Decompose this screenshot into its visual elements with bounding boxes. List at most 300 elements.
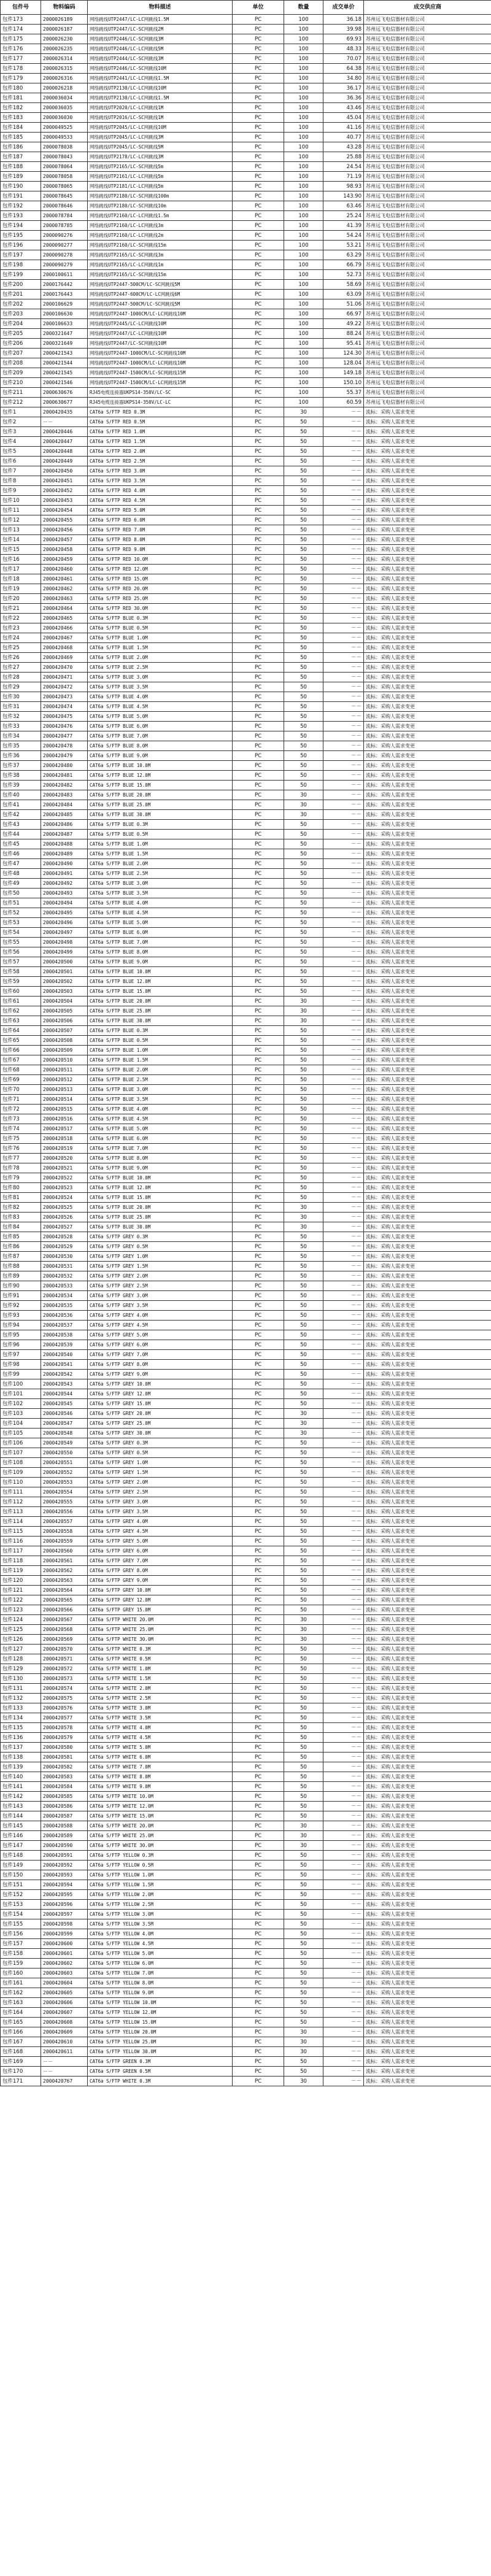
material-description-cell: CAT6a S/FTP BLUE 20.0M xyxy=(88,1203,233,1213)
package-no-cell: 包件195 xyxy=(1,231,41,241)
header-unit-price: 成交单价 xyxy=(323,1,364,15)
unit-cell: PC xyxy=(233,1458,284,1468)
material-code-cell: 2000420489 xyxy=(41,849,88,859)
package-no-cell: 包件12 xyxy=(1,515,41,525)
unit-price-cell: 49.22 xyxy=(323,319,364,329)
unit-price-cell: －－ xyxy=(323,1654,364,1664)
package-no-cell: 包件137 xyxy=(1,1743,41,1753)
quantity-cell: 50 xyxy=(284,761,323,771)
material-description-cell: CAT6a S/FTP GREY 8.0M xyxy=(88,1566,233,1576)
table-row xyxy=(1,1988,491,1998)
material-code-cell: 2000078058 xyxy=(41,172,88,182)
supplier-cell: 流标：采购人需求变更 xyxy=(364,781,491,790)
table-row xyxy=(1,123,491,133)
material-code-cell: 2000078043 xyxy=(41,152,88,162)
quantity-cell: 30 xyxy=(284,1016,323,1026)
unit-cell: PC xyxy=(233,486,284,496)
supplier-cell: 流标：采购人需求变更 xyxy=(364,682,491,692)
package-no-cell: 包件18 xyxy=(1,574,41,584)
material-code-cell: 2000420455 xyxy=(41,515,88,525)
unit-price-cell: －－ xyxy=(323,1046,364,1055)
quantity-cell: 50 xyxy=(284,1880,323,1890)
supplier-cell: 苏州远飞电信器材有限公司 xyxy=(364,182,491,191)
unit-cell: PC xyxy=(233,1163,284,1173)
material-description-cell: CAT6a S/FTP GREY 3.5M xyxy=(88,1301,233,1311)
material-description-cell: 网络跳线UTP2447-600CM/LC-LC网跳线6M xyxy=(88,290,233,299)
unit-cell: PC xyxy=(233,1154,284,1163)
material-description-cell: CAT6a S/FTP BLUE 12.0M xyxy=(88,1183,233,1193)
unit-price-cell: －－ xyxy=(323,1880,364,1890)
table-row xyxy=(1,663,491,673)
table-row xyxy=(1,1635,491,1645)
material-code-cell: 2000420497 xyxy=(41,928,88,938)
package-no-cell: 包件20 xyxy=(1,594,41,604)
table-row xyxy=(1,191,491,201)
unit-price-cell: －－ xyxy=(323,1321,364,1330)
supplier-cell: 流标：采购人需求变更 xyxy=(364,1753,491,1762)
table-row xyxy=(1,1782,491,1792)
material-code-cell: 2000420582 xyxy=(41,1762,88,1772)
supplier-cell: 苏州远飞电信器材有限公司 xyxy=(364,329,491,339)
unit-cell: PC xyxy=(233,928,284,938)
quantity-cell: 50 xyxy=(284,1173,323,1183)
supplier-cell: 流标：采购人需求变更 xyxy=(364,653,491,663)
material-description-cell: 网络跳线UTP2160/LC-LC网跳线3m xyxy=(88,221,233,231)
material-description-cell: CAT6a S/FTP GREY 5.0M xyxy=(88,1330,233,1340)
material-code-cell: 2000106630 xyxy=(41,309,88,319)
quantity-cell: 50 xyxy=(284,427,323,437)
supplier-cell: 苏州远飞电信器材有限公司 xyxy=(364,15,491,25)
quantity-cell: 50 xyxy=(284,1468,323,1478)
unit-price-cell: －－ xyxy=(323,506,364,515)
material-description-cell: 网络跳线UTP2444/LC-SC网跳线3M xyxy=(88,54,233,64)
package-no-cell: 包件147 xyxy=(1,1841,41,1851)
material-code-cell: 2000420472 xyxy=(41,682,88,692)
material-code-cell: 2000420513 xyxy=(41,1085,88,1095)
package-no-cell: 包件85 xyxy=(1,1232,41,1242)
package-no-cell: 包件197 xyxy=(1,250,41,260)
material-code-cell: 2000078038 xyxy=(41,142,88,152)
quantity-cell: 50 xyxy=(284,781,323,790)
unit-price-cell: 45.04 xyxy=(323,113,364,123)
unit-price-cell: －－ xyxy=(323,1262,364,1271)
unit-cell: PC xyxy=(233,1006,284,1016)
unit-cell: PC xyxy=(233,466,284,476)
material-code-cell: 2000420600 xyxy=(41,1939,88,1949)
material-code-cell: 2000420469 xyxy=(41,653,88,663)
material-description-cell: CAT6a S/FTP YELLOW 9.0M xyxy=(88,1988,233,1998)
material-code-cell: －－ xyxy=(41,2057,88,2067)
material-code-cell: 2000026189 xyxy=(41,15,88,25)
supplier-cell: 流标：采购人需求变更 xyxy=(364,1301,491,1311)
package-no-cell: 包件159 xyxy=(1,1959,41,1969)
quantity-cell: 50 xyxy=(284,437,323,447)
table-row xyxy=(1,1703,491,1713)
supplier-cell: 流标：采购人需求变更 xyxy=(364,2027,491,2037)
unit-price-cell: －－ xyxy=(323,751,364,761)
quantity-cell: 50 xyxy=(284,1330,323,1340)
unit-price-cell: 43.28 xyxy=(323,142,364,152)
quantity-cell: 50 xyxy=(284,486,323,496)
supplier-cell: 流标：采购人需求变更 xyxy=(364,437,491,447)
table-row xyxy=(1,142,491,152)
unit-cell: PC xyxy=(233,761,284,771)
material-code-cell: 2000420542 xyxy=(41,1370,88,1379)
material-code-cell: 2000420549 xyxy=(41,1438,88,1448)
quantity-cell: 30 xyxy=(284,407,323,417)
material-description-cell: 网络跳线UTP2447/LC-LC网跳线10M xyxy=(88,329,233,339)
material-code-cell: 2000420572 xyxy=(41,1664,88,1674)
material-code-cell: 2000176443 xyxy=(41,290,88,299)
unit-price-cell: －－ xyxy=(323,790,364,800)
unit-price-cell: －－ xyxy=(323,1036,364,1046)
quantity-cell: 100 xyxy=(284,368,323,378)
material-code-cell: 2000420593 xyxy=(41,1870,88,1880)
material-description-cell: 网络跳线UTP2446/LC-SC网跳线3M xyxy=(88,34,233,44)
supplier-cell: 流标：采购人需求变更 xyxy=(364,2047,491,2057)
unit-cell: PC xyxy=(233,1831,284,1841)
unit-cell: PC xyxy=(233,1105,284,1114)
package-no-cell: 包件167 xyxy=(1,2037,41,2047)
quantity-cell: 50 xyxy=(284,839,323,849)
table-row xyxy=(1,731,491,741)
unit-price-cell: －－ xyxy=(323,918,364,928)
unit-price-cell: －－ xyxy=(323,771,364,781)
unit-price-cell: －－ xyxy=(323,908,364,918)
unit-price-cell: －－ xyxy=(323,1203,364,1213)
package-no-cell: 包件198 xyxy=(1,260,41,270)
table-row xyxy=(1,290,491,299)
supplier-cell: 流标：采购人需求变更 xyxy=(364,1694,491,1703)
quantity-cell: 30 xyxy=(284,997,323,1006)
table-row xyxy=(1,604,491,614)
package-no-cell: 包件193 xyxy=(1,211,41,221)
package-no-cell: 包件103 xyxy=(1,1409,41,1419)
quantity-cell: 50 xyxy=(284,1085,323,1095)
unit-price-cell: 24.54 xyxy=(323,162,364,172)
table-row xyxy=(1,1831,491,1841)
table-row xyxy=(1,751,491,761)
supplier-cell: 流标：采购人需求变更 xyxy=(364,1851,491,1861)
material-code-cell: 2000420596 xyxy=(41,1900,88,1910)
material-code-cell: 2000420501 xyxy=(41,967,88,977)
table-row xyxy=(1,1173,491,1183)
quantity-cell: 30 xyxy=(284,800,323,810)
material-code-cell: 2000420581 xyxy=(41,1753,88,1762)
table-row xyxy=(1,790,491,800)
unit-price-cell: －－ xyxy=(323,1694,364,1703)
package-no-cell: 包件54 xyxy=(1,928,41,938)
package-no-cell: 包件199 xyxy=(1,270,41,280)
supplier-cell: 流标：采购人需求变更 xyxy=(364,1468,491,1478)
package-no-cell: 包件96 xyxy=(1,1340,41,1350)
material-description-cell: 网络跳线UTP2165/LC-LC网跳线1m xyxy=(88,260,233,270)
unit-cell: PC xyxy=(233,1281,284,1291)
material-description-cell: CAT6a S/FTP BLUE 4.5M xyxy=(88,702,233,712)
unit-price-cell: －－ xyxy=(323,1939,364,1949)
table-row xyxy=(1,152,491,162)
supplier-cell: 流标：采购人需求变更 xyxy=(364,1595,491,1605)
table-row xyxy=(1,93,491,103)
material-description-cell: CAT6a S/FTP GREY 9.0M xyxy=(88,1576,233,1586)
unit-cell: PC xyxy=(233,1792,284,1802)
unit-cell: PC xyxy=(233,2047,284,2057)
supplier-cell: 苏州远飞电信器材有限公司 xyxy=(364,339,491,349)
table-row xyxy=(1,319,491,329)
supplier-cell: 流标：采购人需求变更 xyxy=(364,1713,491,1723)
material-code-cell: 2000420540 xyxy=(41,1350,88,1360)
table-row xyxy=(1,898,491,908)
unit-price-cell: 36.17 xyxy=(323,83,364,93)
quantity-cell: 100 xyxy=(284,319,323,329)
package-no-cell: 包件30 xyxy=(1,692,41,702)
material-code-cell: 2000420475 xyxy=(41,712,88,722)
quantity-cell: 100 xyxy=(284,270,323,280)
unit-cell: PC xyxy=(233,987,284,997)
material-description-cell: CAT6a S/FTP BLUE 10.0M xyxy=(88,967,233,977)
unit-price-cell: 71.19 xyxy=(323,172,364,182)
material-description-cell: CAT6a S/FTP GREY 3.5M xyxy=(88,1507,233,1517)
package-no-cell: 包件132 xyxy=(1,1694,41,1703)
quantity-cell: 100 xyxy=(284,142,323,152)
supplier-cell: 流标：采购人需求变更 xyxy=(364,810,491,820)
unit-cell: PC xyxy=(233,457,284,466)
material-description-cell: CAT6a S/FTP GREY 4.5M xyxy=(88,1527,233,1537)
material-description-cell: CAT6a S/FTP BLUE 6.0M xyxy=(88,722,233,731)
supplier-cell: 苏州远飞电信器材有限公司 xyxy=(364,54,491,64)
supplier-cell: 流标：采购人需求变更 xyxy=(364,741,491,751)
supplier-cell: 流标：采购人需求变更 xyxy=(364,1065,491,1075)
material-description-cell: CAT6a S/FTP YELLOW 3.0M xyxy=(88,1910,233,1919)
material-code-cell: 2000420505 xyxy=(41,1006,88,1016)
quantity-cell: 50 xyxy=(284,604,323,614)
package-no-cell: 包件142 xyxy=(1,1792,41,1802)
unit-price-cell: 48.33 xyxy=(323,44,364,54)
unit-price-cell: －－ xyxy=(323,1095,364,1105)
supplier-cell: 流标：采购人需求变更 xyxy=(364,1203,491,1213)
material-code-cell: 2000420480 xyxy=(41,761,88,771)
quantity-cell: 50 xyxy=(284,1262,323,1271)
package-no-cell: 包件134 xyxy=(1,1713,41,1723)
material-description-cell: CAT6a S/FTP BLUE 8.0M xyxy=(88,947,233,957)
supplier-cell: 流标：采购人需求变更 xyxy=(364,1556,491,1566)
unit-price-cell: －－ xyxy=(323,1497,364,1507)
quantity-cell: 50 xyxy=(284,2067,323,2077)
material-code-cell: 2000420579 xyxy=(41,1733,88,1743)
supplier-cell: 苏州远飞电信器材有限公司 xyxy=(364,378,491,388)
material-code-cell: 2000420529 xyxy=(41,1242,88,1252)
unit-cell: PC xyxy=(233,1949,284,1959)
material-description-cell: CAT6a S/FTP GREEN 0.3M xyxy=(88,2057,233,2067)
material-description-cell: CAT6a S/FTP GREY 12.0M xyxy=(88,1595,233,1605)
unit-price-cell: －－ xyxy=(323,702,364,712)
material-code-cell: 2000420491 xyxy=(41,869,88,879)
unit-price-cell: －－ xyxy=(323,1762,364,1772)
package-no-cell: 包件51 xyxy=(1,898,41,908)
supplier-cell: 流标：采购人需求变更 xyxy=(364,1134,491,1144)
unit-cell: PC xyxy=(233,270,284,280)
table-row xyxy=(1,1743,491,1753)
package-no-cell: 包件63 xyxy=(1,1016,41,1026)
unit-cell: PC xyxy=(233,231,284,241)
material-description-cell: CAT6a S/FTP GREY 0.3M xyxy=(88,1232,233,1242)
material-description-cell: CAT6a S/FTP GREY 0.5M xyxy=(88,1242,233,1252)
material-description-cell: CAT6a S/FTP WHITE 0.3M xyxy=(88,1645,233,1654)
table-row xyxy=(1,1566,491,1576)
supplier-cell: 流标：采购人需求变更 xyxy=(364,859,491,869)
material-description-cell: CAT6a S/FTP RED 15.0M xyxy=(88,574,233,584)
package-no-cell: 包件23 xyxy=(1,623,41,633)
quantity-cell: 50 xyxy=(284,731,323,741)
package-no-cell: 包件158 xyxy=(1,1949,41,1959)
package-no-cell: 包件176 xyxy=(1,44,41,54)
package-no-cell: 包件152 xyxy=(1,1890,41,1900)
supplier-cell: 流标：采购人需求变更 xyxy=(364,407,491,417)
supplier-cell: 苏州远飞电信器材有限公司 xyxy=(364,299,491,309)
material-description-cell: CAT6a S/FTP BLUE 12.0M xyxy=(88,771,233,781)
material-code-cell: 2000420496 xyxy=(41,918,88,928)
unit-price-cell: －－ xyxy=(323,1281,364,1291)
material-description-cell: CAT6a S/FTP GREY 25.0M xyxy=(88,1419,233,1429)
table-row xyxy=(1,712,491,722)
unit-cell: PC xyxy=(233,309,284,319)
material-code-cell: 2000420530 xyxy=(41,1252,88,1262)
unit-cell: PC xyxy=(233,1291,284,1301)
table-row xyxy=(1,250,491,260)
unit-price-cell: －－ xyxy=(323,1193,364,1203)
quantity-cell: 50 xyxy=(284,1988,323,1998)
unit-cell: PC xyxy=(233,1419,284,1429)
package-no-cell: 包件211 xyxy=(1,388,41,398)
supplier-cell: 苏州远飞电信器材有限公司 xyxy=(364,133,491,142)
unit-cell: PC xyxy=(233,889,284,898)
supplier-cell: 流标：采购人需求变更 xyxy=(364,2008,491,2018)
supplier-cell: 流标：采购人需求变更 xyxy=(364,1497,491,1507)
supplier-cell: 流标：采购人需求变更 xyxy=(364,594,491,604)
package-no-cell: 包件212 xyxy=(1,398,41,407)
quantity-cell: 50 xyxy=(284,692,323,702)
package-no-cell: 包件1 xyxy=(1,407,41,417)
supplier-cell: 流标：采购人需求变更 xyxy=(364,1546,491,1556)
material-code-cell: 2000420460 xyxy=(41,565,88,574)
material-description-cell: CAT6a S/FTP BLUE 10.0M xyxy=(88,1173,233,1183)
supplier-cell: 流标：采购人需求变更 xyxy=(364,1370,491,1379)
supplier-cell: 苏州远飞电信器材有限公司 xyxy=(364,25,491,34)
package-no-cell: 包件203 xyxy=(1,309,41,319)
quantity-cell: 50 xyxy=(284,987,323,997)
package-no-cell: 包件187 xyxy=(1,152,41,162)
quantity-cell: 50 xyxy=(284,741,323,751)
quantity-cell: 50 xyxy=(284,1723,323,1733)
material-description-cell: CAT6a S/FTP RED 1.5M xyxy=(88,437,233,447)
material-code-cell: 2000420490 xyxy=(41,859,88,869)
package-no-cell: 包件24 xyxy=(1,633,41,643)
unit-price-cell: －－ xyxy=(323,1438,364,1448)
table-row xyxy=(1,1281,491,1291)
package-no-cell: 包件163 xyxy=(1,1998,41,2008)
supplier-cell: 流标：采购人需求变更 xyxy=(364,1939,491,1949)
unit-price-cell: －－ xyxy=(323,2067,364,2077)
material-description-cell: CAT6a S/FTP RED 1.0M xyxy=(88,427,233,437)
quantity-cell: 100 xyxy=(284,290,323,299)
quantity-cell: 30 xyxy=(284,1203,323,1213)
unit-cell: PC xyxy=(233,1301,284,1311)
material-code-cell: 2000420494 xyxy=(41,898,88,908)
supplier-cell: 流标：采购人需求变更 xyxy=(364,1919,491,1929)
material-description-cell: CAT6a S/FTP WHITE 20.0M xyxy=(88,1615,233,1625)
material-description-cell: CAT6a S/FTP GREY 15.0M xyxy=(88,1605,233,1615)
supplier-cell: 流标：采购人需求变更 xyxy=(364,1743,491,1753)
supplier-cell: 流标：采购人需求变更 xyxy=(364,1900,491,1910)
quantity-cell: 50 xyxy=(284,1399,323,1409)
quantity-cell: 50 xyxy=(284,1389,323,1399)
material-code-cell: 2000420544 xyxy=(41,1389,88,1399)
material-code-cell: 2000321649 xyxy=(41,339,88,349)
material-description-cell: CAT6a S/FTP BLUE 1.5M xyxy=(88,643,233,653)
unit-cell: PC xyxy=(233,2037,284,2047)
supplier-cell: 流标：采购人需求变更 xyxy=(364,1046,491,1055)
unit-cell: PC xyxy=(233,1350,284,1360)
material-code-cell: 2000049525 xyxy=(41,123,88,133)
package-no-cell: 包件15 xyxy=(1,545,41,555)
unit-cell: PC xyxy=(233,1654,284,1664)
table-row xyxy=(1,1026,491,1036)
material-code-cell: 2000420467 xyxy=(41,633,88,643)
material-description-cell: CAT6a S/FTP BLUE 10.0M xyxy=(88,761,233,771)
unit-price-cell: －－ xyxy=(323,1645,364,1654)
material-description-cell: CAT6a S/FTP WHITE 25.0M xyxy=(88,1831,233,1841)
quantity-cell: 50 xyxy=(284,1154,323,1163)
package-no-cell: 包件60 xyxy=(1,987,41,997)
table-row xyxy=(1,1772,491,1782)
unit-price-cell: －－ xyxy=(323,525,364,535)
quantity-cell: 50 xyxy=(284,1566,323,1576)
quantity-cell: 30 xyxy=(284,1615,323,1625)
package-no-cell: 包件112 xyxy=(1,1497,41,1507)
table-row xyxy=(1,771,491,781)
unit-cell: PC xyxy=(233,574,284,584)
supplier-cell: 流标：采购人需求变更 xyxy=(364,722,491,731)
quantity-cell: 50 xyxy=(284,1949,323,1959)
quantity-cell: 50 xyxy=(284,928,323,938)
unit-cell: PC xyxy=(233,260,284,270)
supplier-cell: 流标：采购人需求变更 xyxy=(364,1438,491,1448)
unit-price-cell: －－ xyxy=(323,407,364,417)
quantity-cell: 50 xyxy=(284,1733,323,1743)
table-row xyxy=(1,2037,491,2047)
unit-cell: PC xyxy=(233,1576,284,1586)
material-description-cell: CAT6a S/FTP BLUE 4.5M xyxy=(88,908,233,918)
quantity-cell: 50 xyxy=(284,1861,323,1870)
unit-price-cell: －－ xyxy=(323,1026,364,1036)
unit-price-cell: －－ xyxy=(323,1586,364,1595)
material-description-cell: 网络跳线UTP2447/LC-SC网跳线2M xyxy=(88,25,233,34)
package-no-cell: 包件87 xyxy=(1,1252,41,1262)
unit-price-cell: －－ xyxy=(323,1330,364,1340)
material-description-cell: CAT6a S/FTP BLUE 1.5M xyxy=(88,1055,233,1065)
material-code-cell: 2000036030 xyxy=(41,113,88,123)
quantity-cell: 50 xyxy=(284,1782,323,1792)
material-description-cell: CAT6a S/FTP BLUE 5.0M xyxy=(88,918,233,928)
supplier-cell: 流标：采购人需求变更 xyxy=(364,555,491,565)
material-description-cell: CAT6a S/FTP GREY 30.0M xyxy=(88,1429,233,1438)
quantity-cell: 50 xyxy=(284,1183,323,1193)
material-description-cell: CAT6a S/FTP YELLOW 1.0M xyxy=(88,1870,233,1880)
package-no-cell: 包件130 xyxy=(1,1674,41,1684)
unit-cell: PC xyxy=(233,1586,284,1595)
package-no-cell: 包件116 xyxy=(1,1537,41,1546)
table-row xyxy=(1,1350,491,1360)
